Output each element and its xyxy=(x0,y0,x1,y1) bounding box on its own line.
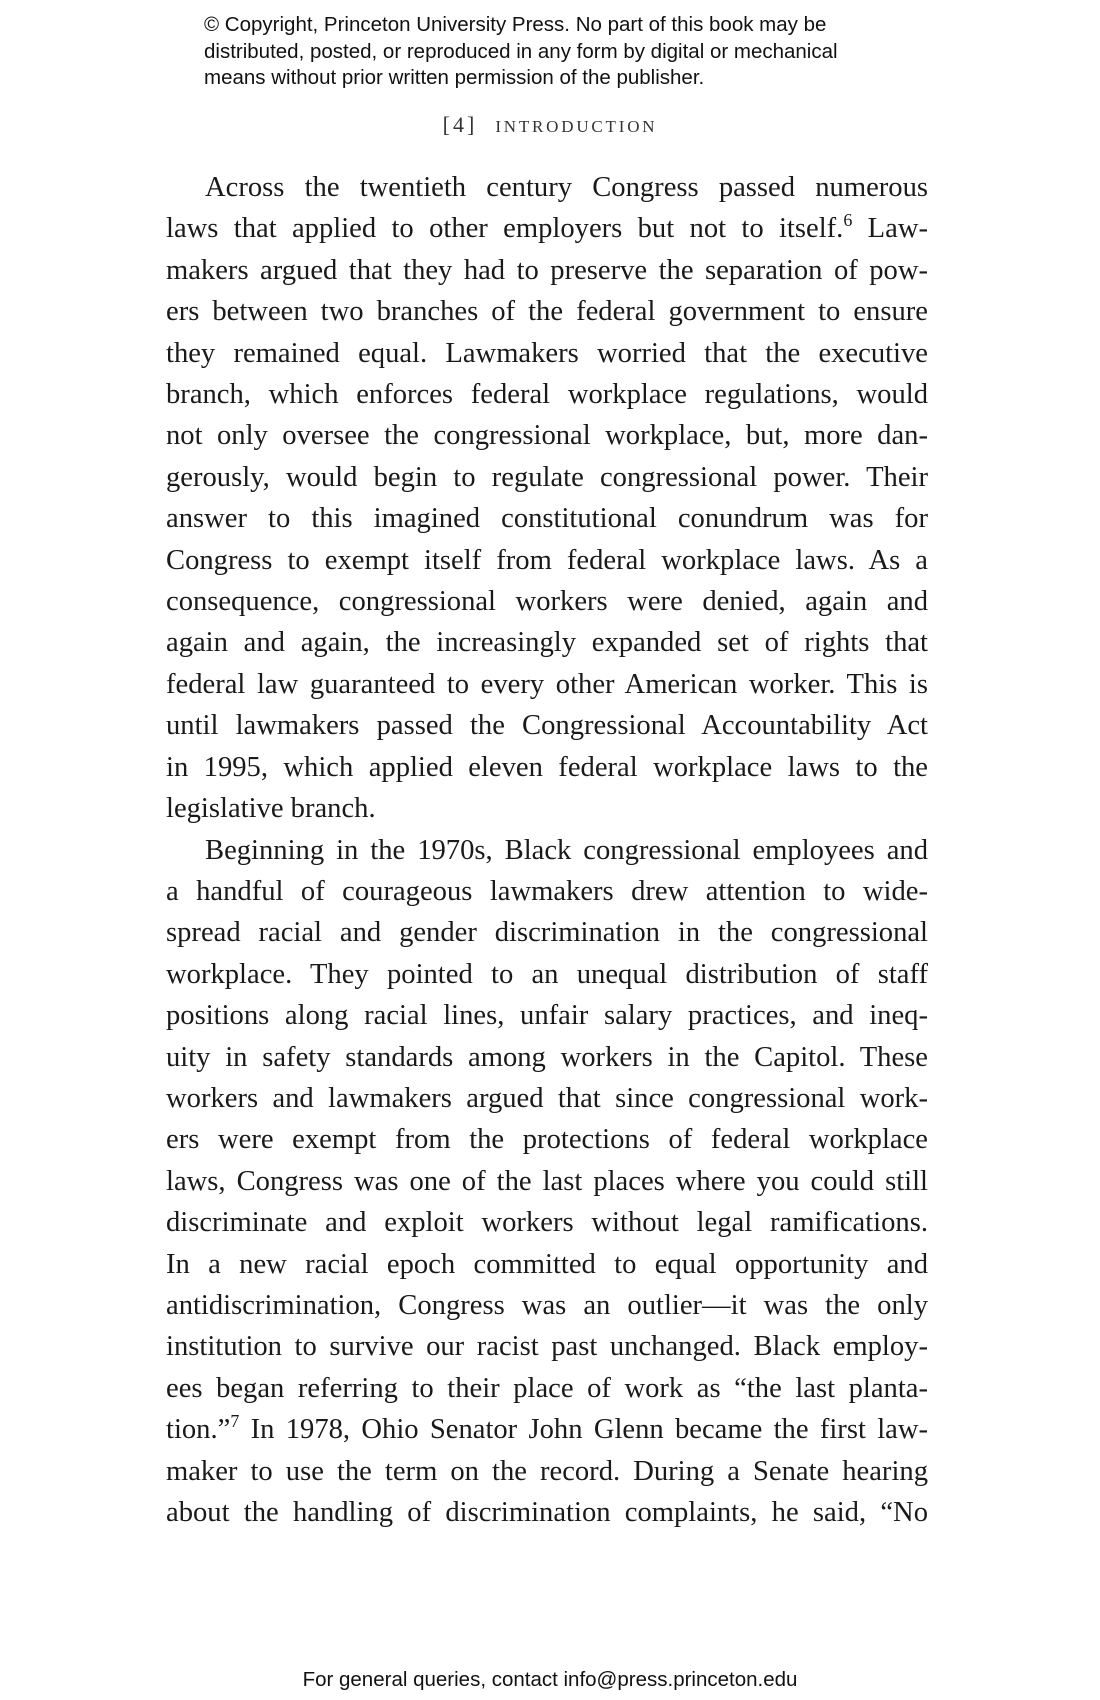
text-line: discriminate and exploit workers without legal ramifications. xyxy=(166,1207,928,1239)
text-line: antidiscrimination, Congress was an outlier—it was the only xyxy=(166,1289,928,1321)
copyright-line: © Copyright, Princeton University Press. No part of this book may be xyxy=(204,13,827,36)
text-fragment: laws that applied to other employers but not to itself. xyxy=(166,213,844,245)
text-line: ers between two branches of the federal government to ensure xyxy=(166,296,928,328)
text-line: workplace. They pointed to an unequal distribution of staff xyxy=(166,958,928,990)
text-line xyxy=(166,208,928,249)
text-line: spread racial and gender discrimination in the congressional xyxy=(166,917,928,949)
footer-contact: For general queries, contact info@press.princeton.edu xyxy=(302,1668,798,1691)
text-line: workers and lawmakers argued that since congressional work- xyxy=(166,1082,928,1114)
footnote-marker[interactable]: 7 xyxy=(230,1411,240,1432)
text-line: branch, which enforces federal workplace regulations, would xyxy=(166,379,928,411)
text-line: uity in safety standards among workers in the Capitol. These xyxy=(166,1041,928,1073)
text-line: answer to this imagined constitutional conundrum was for xyxy=(166,503,928,535)
text-line: maker to use the term on the record. During a Senate hearing xyxy=(166,1455,928,1487)
text-line: consequence, congressional workers were denied, again and xyxy=(166,586,928,618)
text-line: ers were exempt from the protections of federal workplace xyxy=(166,1124,928,1156)
text-line: not only oversee the congressional workplace, but, more dan- xyxy=(166,420,928,452)
text-line xyxy=(166,1409,928,1450)
copyright-line: distributed, posted, or reproduced in any form by digital or mechanical xyxy=(204,39,838,63)
text-line: they remained equal. Lawmakers worried that the executive xyxy=(166,337,928,369)
page-number: [4] xyxy=(442,112,478,137)
copyright-line: means without prior written permission of the publisher. xyxy=(204,66,705,89)
text-line: again and again, the increasingly expanded set of rights that xyxy=(166,627,928,659)
text-line: in 1995, which applied eleven federal workplace laws to the xyxy=(166,751,928,783)
copyright-notice xyxy=(204,12,964,92)
text-line: Across the twentieth century Congress passed numerous xyxy=(205,172,928,203)
text-fragment: tion.” xyxy=(166,1414,231,1446)
paragraph xyxy=(166,830,928,1534)
text-fragment: In 1978, Ohio Senator John Glenn became the first law- xyxy=(239,1414,928,1446)
body-text xyxy=(166,167,928,1533)
text-line: legislative branch. xyxy=(166,793,376,825)
text-line: institution to survive our racist past unchanged. Black employ- xyxy=(166,1331,928,1363)
text-line: about the handling of discrimination complaints, he said, “No xyxy=(166,1497,928,1528)
text-line: laws, Congress was one of the last places where you could still xyxy=(166,1165,928,1197)
footnote-marker[interactable]: 6 xyxy=(843,210,853,231)
text-fragment: Law- xyxy=(852,213,928,245)
running-head xyxy=(0,112,1100,138)
text-line: federal law guaranteed to every other American worker. This is xyxy=(166,668,928,700)
text-line: gerously, would begin to regulate congressional power. Their xyxy=(166,461,928,493)
text-line: makers argued that they had to preserve the separation of pow- xyxy=(166,254,928,286)
section-title: INTRODUCTION xyxy=(495,117,658,136)
text-line: In a new racial epoch committed to equal opportunity and xyxy=(166,1248,928,1280)
paragraph xyxy=(166,167,928,830)
text-line: Beginning in the 1970s, Black congressional employees and xyxy=(205,834,928,866)
text-line: until lawmakers passed the Congressional Accountability Act xyxy=(166,710,928,742)
text-line: positions along racial lines, unfair salary practices, and ineq- xyxy=(166,1000,928,1032)
text-line: ees began referring to their place of work as “the last planta- xyxy=(166,1372,928,1404)
text-line: a handful of courageous lawmakers drew attention to wide- xyxy=(166,875,928,907)
text-line: Congress to exempt itself from federal workplace laws. As a xyxy=(166,544,928,576)
